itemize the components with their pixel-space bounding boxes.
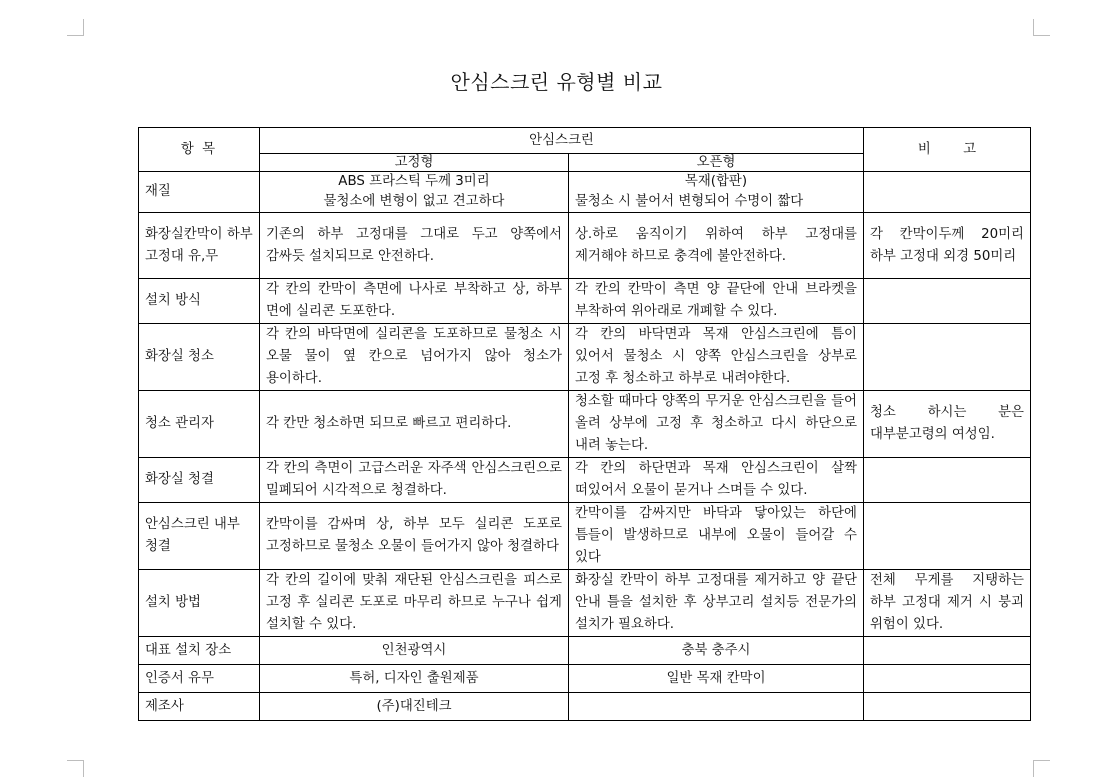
remark-cell (864, 279, 1031, 324)
row-label: 설치 방식 (139, 279, 260, 324)
fixed-cell: 인천광역시 (260, 637, 569, 665)
open-cell: 충북 충주시 (569, 637, 864, 665)
open-cell: 일반 목재 칸막이 (569, 665, 864, 693)
remark-cell (864, 665, 1031, 693)
open-cell: 상.하로 움직이기 위하여 하부 고정대를 제거해야 하므로 충격에 불안전하다. (569, 213, 864, 279)
open-cell: 각 칸의 하단면과 목재 안심스크린이 살짝 떠있어서 오물이 묻거나 스며들 수 있다. (569, 458, 864, 503)
header-item: 항 목 (139, 128, 260, 172)
fixed-cell: 칸막이를 감싸며 상, 하부 모두 실리콘 도포로 고정하므로 물청소 오물이 들어가지 않아 청결하다 (260, 503, 569, 570)
crop-mark-top-left (67, 19, 84, 36)
table-row (139, 172, 1031, 213)
table-row (139, 279, 1031, 324)
row-label: 화장실 청결 (139, 458, 260, 503)
remark-cell (864, 324, 1031, 391)
crop-mark-bottom-right (1033, 760, 1050, 777)
remark-cell (864, 458, 1031, 503)
remark-cell: 전체 무게를 지탱하는 하부 고정대 제거 시 붕괴 위험이 있다. (864, 570, 1031, 637)
table-row (139, 693, 1031, 721)
row-label: 화장실 청소 (139, 324, 260, 391)
row-label: 화장실칸막이 하부 고정대 유,무 (139, 213, 260, 279)
header-remarks: 비 고 (864, 128, 1031, 172)
remark-cell (864, 503, 1031, 570)
crop-mark-bottom-left (67, 760, 84, 777)
open-cell: 목재(합판) 물청소 시 불어서 변형되어 수명이 짧다 (569, 172, 864, 213)
table-row (139, 458, 1031, 503)
table-row (139, 665, 1031, 693)
fixed-cell: 특허, 디자인 출원제품 (260, 665, 569, 693)
remark-cell (864, 172, 1031, 213)
table-row (139, 213, 1031, 279)
document-title: 안심스크린 유형별 비교 (450, 70, 663, 94)
row-label: 인증서 유무 (139, 665, 260, 693)
open-cell: 각 칸의 칸막이 측면 양 끝단에 안내 브라켓을 부착하여 위아래로 개폐할 수 있다. (569, 279, 864, 324)
header-row (139, 128, 1031, 154)
row-label: 청소 관리자 (139, 391, 260, 458)
header-open-type: 오픈형 (569, 154, 864, 172)
table-row (139, 391, 1031, 458)
fixed-cell: 각 칸만 청소하면 되므로 빠르고 편리하다. (260, 391, 569, 458)
open-cell (569, 693, 864, 721)
row-label: 안심스크린 내부 청결 (139, 503, 260, 570)
fixed-cell: 각 칸의 길이에 맞춰 재단된 안심스크린을 피스로 고정 후 실리콘 도포로 마무리 하므로 누구나 쉽게 설치할 수 있다. (260, 570, 569, 637)
crop-mark-top-right (1033, 19, 1050, 36)
row-label: 설치 방법 (139, 570, 260, 637)
row-label: 재질 (139, 172, 260, 213)
fixed-cell: (주)대진테크 (260, 693, 569, 721)
fixed-cell: 각 칸의 바닥면에 실리콘을 도포하므로 물청소 시 오물 물이 옆 칸으로 넘어가지 않아 청소가 용이하다. (260, 324, 569, 391)
fixed-cell: 각 칸의 측면이 고급스러운 자주색 안심스크린으로 밀폐되어 시각적으로 청결하다. (260, 458, 569, 503)
open-cell: 각 칸의 바닥면과 목재 안심스크린에 틈이 있어서 물청소 시 양쪽 안심스크린을 상부로 고정 후 청소하고 하부로 내려야한다. (569, 324, 864, 391)
header-screen-group: 안심스크린 (260, 128, 864, 154)
header-fixed-type: 고정형 (260, 154, 569, 172)
remark-cell (864, 637, 1031, 665)
table-row (139, 570, 1031, 637)
open-cell: 청소할 때마다 양쪽의 무거운 안심스크린을 들어 올려 상부에 고정 후 청소하고 다시 하단으로 내려 놓는다. (569, 391, 864, 458)
open-cell: 화장실 칸막이 하부 고정대를 제거하고 양 끝단 안내 틀을 설치한 후 상부고리 설치등 전문가의 설치가 필요하다. (569, 570, 864, 637)
fixed-cell: ABS 프라스틱 두께 3미리 물청소에 변형이 없고 견고하다 (260, 172, 569, 213)
table-row (139, 503, 1031, 570)
remark-cell: 각 칸막이두께 20미리 하부 고정대 외경 50미리 (864, 213, 1031, 279)
comparison-table (138, 127, 1031, 721)
row-label: 제조사 (139, 693, 260, 721)
remark-cell: 청소 하시는 분은 대부분고령의 여성임. (864, 391, 1031, 458)
table-row (139, 324, 1031, 391)
fixed-cell: 각 칸의 칸막이 측면에 나사로 부착하고 상, 하부 면에 실리콘 도포한다. (260, 279, 569, 324)
table-row (139, 637, 1031, 665)
row-label: 대표 설치 장소 (139, 637, 260, 665)
remark-cell (864, 693, 1031, 721)
fixed-cell: 기존의 하부 고정대를 그대로 두고 양쪽에서 감싸듯 설치되므로 안전하다. (260, 213, 569, 279)
open-cell: 칸막이를 감싸지만 바닥과 닿아있는 하단에 틈들이 발생하므로 내부에 오물이 들어갈 수 있다 (569, 503, 864, 570)
